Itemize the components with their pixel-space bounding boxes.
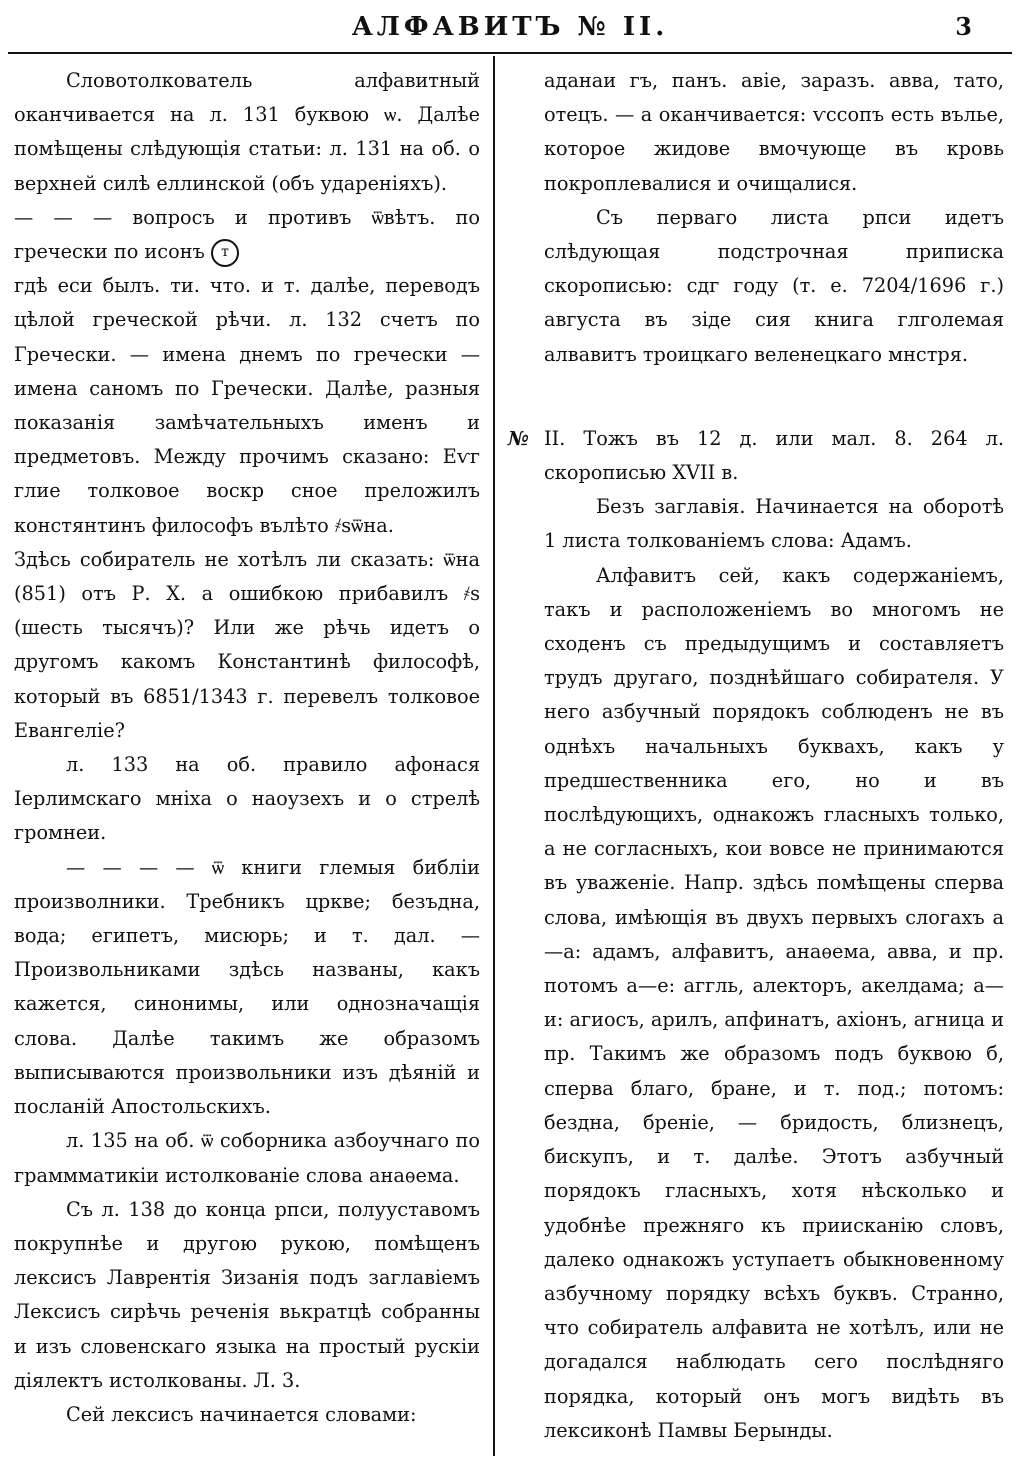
paragraph: [14, 201, 480, 269]
circled-letter: т: [211, 239, 239, 267]
paragraph-text: — — — вопросъ и противъ ѿвѣтъ. по гречески по исонъ: [14, 205, 480, 264]
header-rule: [8, 52, 1012, 54]
paragraph: Съ л. 138 до конца рпси, полууставомъ покрупнѣе и другою рукою, помѣщенъ лексисъ Лаврентія Зизанія подъ заглавіемъ Лексисъ сирѣчь реченія вькратцѣ собранны и изъ словенскаго языка на простый рускіи діялектъ истолкованы. Л. 3.: [14, 1197, 480, 1392]
paragraph: гдѣ еси былъ. ти. что. и т. далѣе, переводъ цѣлой греческой рѣчи. л. 132 счетъ по Гречески. — имена днемъ по гречески — имена саномъ по Гречески. Далѣе, разныя показанія замѣчательныхъ именъ и предметовъ. Между прочимъ сказано: Еѵг глие толковое воскр сное преложилъ констянтинъ философъ вълѣто ҂ѕѿна.: [14, 274, 480, 537]
paragraph: Сей лексисъ начинается словами:: [66, 1402, 417, 1426]
entry-heading-text: II. Тожъ въ 12 д. или мал. 8. 264 л. скорописью XVII в.: [544, 426, 1004, 485]
paragraph: аданаи гъ, панъ. авіе, заразъ. авва, тато, отецъ. — а оканчивается: ѵссопъ есть вълье, которое жидове вмочующе въ кровь покроплевалися и очищалися.: [544, 69, 1004, 195]
left-column: [14, 64, 480, 1432]
paragraph: Словотолкователь алфавитный оканчивается на л. 131 буквою ѡ. Далѣе помѣщены слѣдующія статьи: л. 131 на об. о верхней силѣ еллинской (объ удареніяхъ).: [14, 69, 480, 195]
entry-heading: [508, 422, 1004, 490]
right-column: [510, 64, 1004, 1448]
paragraph: л. 133 на об. правило афонася Іерлимскаго мніха о наоузехъ и о стрелѣ громнеи.: [14, 753, 480, 845]
paragraph: л. 135 на об. ѿ соборника азбоучнаго по граммматикіи истолкованіе слова анаѳема.: [14, 1129, 480, 1187]
page-number: 3: [955, 12, 972, 41]
paragraph: Безъ заглавія. Начинается на оборотѣ 1 листа толкованіемъ слова: Адамъ.: [544, 495, 1004, 553]
paragraph: Алфавитъ сей, какъ содержаніемъ, такъ и расположеніемъ во многомъ не сходенъ съ предыдущимъ и составляетъ трудъ другаго, позднѣйшаго собирателя. У него азбучный порядокъ соблюденъ не въ однѣхъ начальныхъ буквахъ, какъ у предшественника его, но и въ послѣдующихъ, однакожъ гласныхъ только, а не согласныхъ, кои вовсе не принимаются въ уваженіе. Напр. здѣсь помѣщены сперва слова, имѣющія въ двухъ первыхъ слогахъ а—а: адамъ, алфавитъ, анаѳема, авва, и пр. потомъ а—е: аггль, алекторъ, акелдама; а—и: агиосъ, арилъ, апфинатъ, ахіонъ, агница и пр. Такимъ же образомъ подъ буквою б, сперва благо, бране, и т. под.; потомъ: бездна, бреніе, — бридость, близнецъ, бискупъ, и т. далѣе. Этотъ азбучный порядокъ гласныхъ, хотя нѣсколько и удобнѣе прежняго къ приисканію словъ, далеко однакожъ уступаетъ обыкновенному азбучному порядку всѣхъ буквъ. Странно, что собиратель алфавита не хотѣлъ, или не догадался наблюдать сего послѣдняго порядка, который онъ могъ видѣть въ лексиконѣ Памвы Берынды.: [544, 563, 1004, 1442]
spacer: [510, 372, 1004, 422]
page-header: [0, 10, 1020, 50]
page-title: АЛФАВИТЪ № II.: [351, 12, 669, 42]
paragraph: — — — — ѿ книги глемыя библіи произволники. Требникъ цркве; безъдна, вода; египетъ, мисюрь; и т. дал. — Произвольниками здѣсь названы, какъ кажется, синонимы, или однозначащія слова. Далѣе такимъ же образомъ выписываются произвольники изъ дѣяній и посланій Апостольскихъ.: [14, 855, 480, 1119]
entry-number-sign: №: [508, 426, 529, 450]
paragraph: Съ перваго листа рпси идетъ слѣдующая подстрочная приписка скорописью: сдг году (т. е. 7204/1696 г.) авгуcта въ зіде сия книга глголемая алвавитъ троицкаго веленецкаго мнстря.: [544, 205, 1004, 366]
column-divider: [493, 56, 495, 1456]
paragraph: Здѣсь собиратель не хотѣлъ ли сказать: ѿна (851) отъ Р. Х. а ошибкою прибавилъ ҂ѕ (шесть тысячъ)? Или же рѣчь идетъ о другомъ какомъ Константинѣ философѣ, который въ 6851/1343 г. перевелъ толковое Евангеліе?: [14, 547, 480, 742]
